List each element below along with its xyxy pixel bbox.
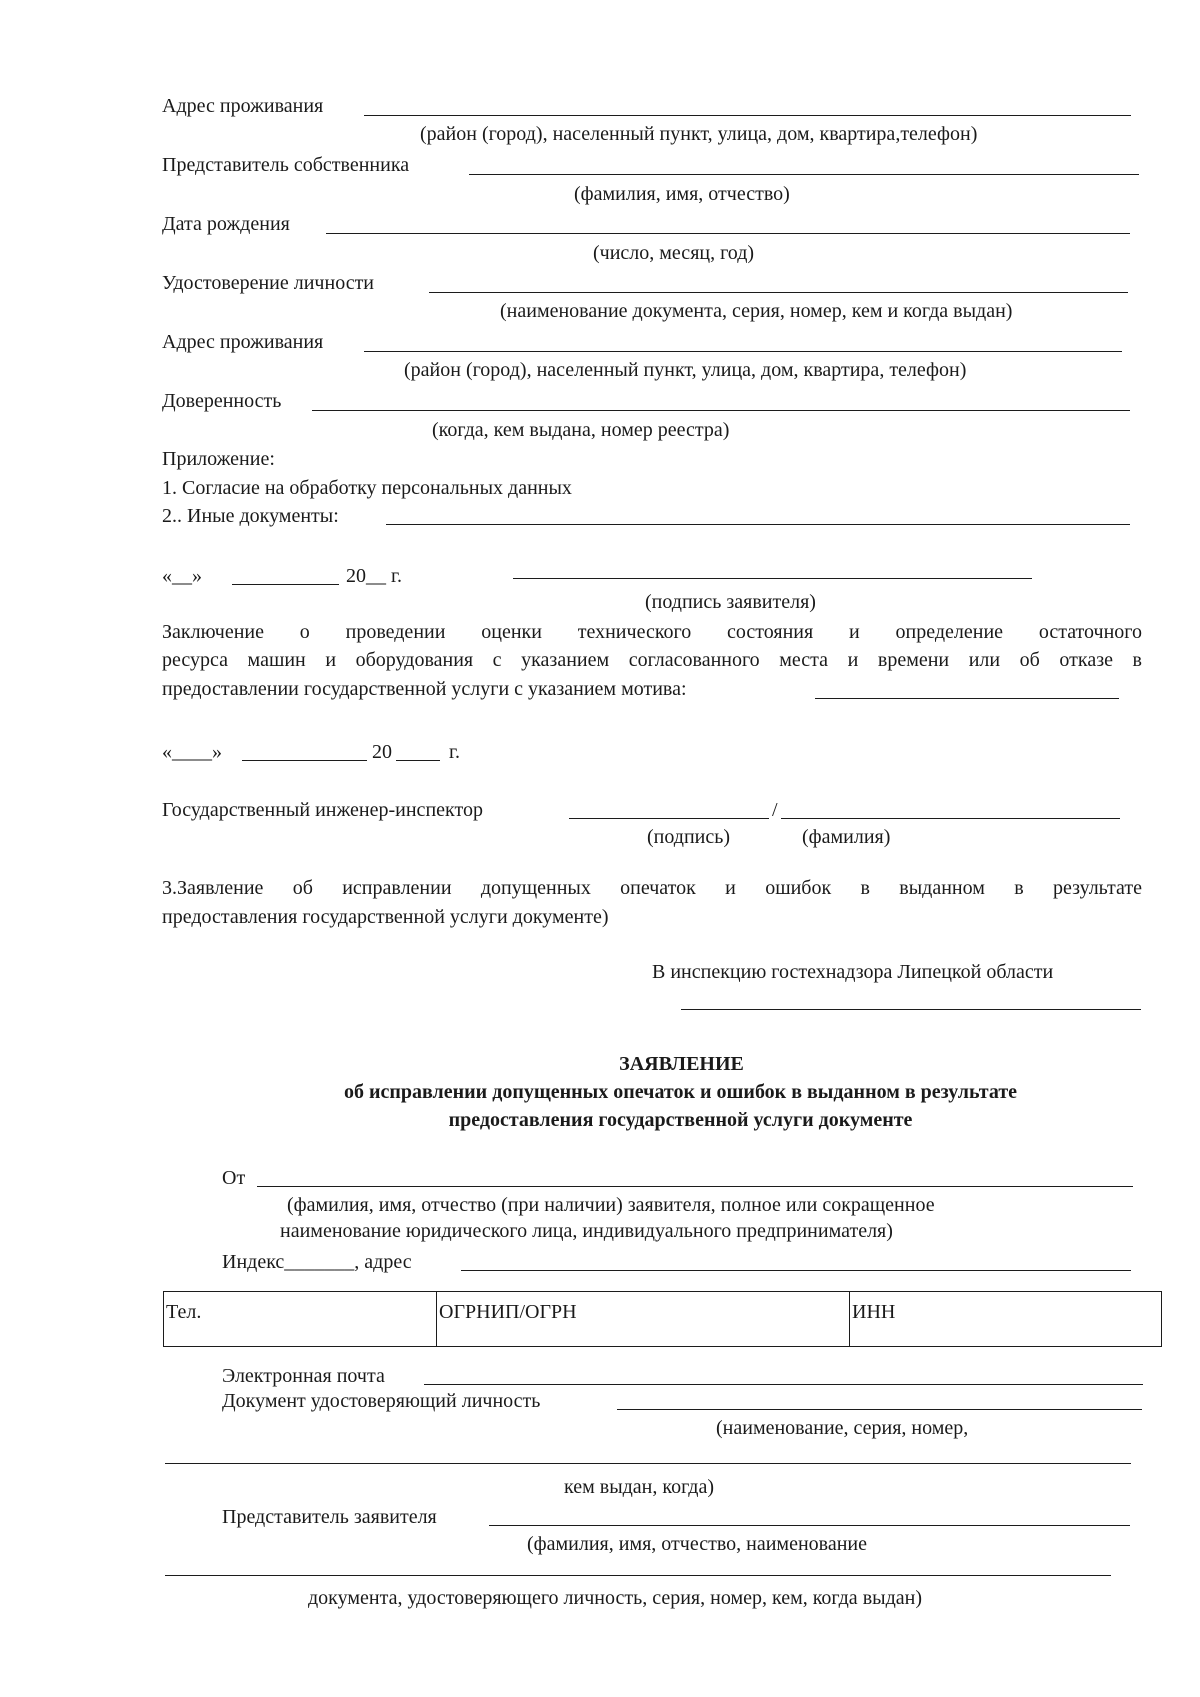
- phone-label: Тел.: [166, 1301, 202, 1323]
- applicant-representative-hint-2: документа, удостоверяющего личность, серия, номер, кем, когда выдан): [308, 1587, 922, 1609]
- address2-field[interactable]: [364, 351, 1122, 352]
- inspector-name-field[interactable]: [781, 818, 1120, 819]
- section3-line-1: 3.Заявление об исправлении допущенных опечаток и ошибок в выданном в результате: [162, 877, 1142, 899]
- from-field[interactable]: [257, 1186, 1133, 1187]
- owner-representative-hint: (фамилия, имя, отчество): [574, 183, 790, 205]
- refusal-reason-field[interactable]: [815, 698, 1119, 699]
- power-of-attorney-label: Доверенность: [162, 390, 282, 412]
- birth-date-label: Дата рождения: [162, 213, 290, 235]
- inn-cell[interactable]: [850, 1292, 1162, 1347]
- attachments-title: Приложение:: [162, 448, 275, 470]
- conclusion-date-year-prefix: 20: [372, 741, 392, 763]
- addressee: В инспекцию гостехнадзора Липецкой области: [652, 961, 1054, 983]
- inspector-signature-hint: (подпись): [647, 826, 731, 848]
- identity-document2-field-line-2[interactable]: [165, 1463, 1131, 1464]
- email-field[interactable]: [424, 1384, 1143, 1385]
- address-field[interactable]: [364, 115, 1131, 116]
- applicant-signature-hint: (подпись заявителя): [645, 591, 816, 613]
- address2-hint: (район (город), населенный пункт, улица, дом, квартира, телефон): [404, 359, 967, 381]
- conclusion-date-year-field[interactable]: [396, 760, 440, 761]
- statement-subtitle-2: предоставления государственной услуги документе: [448, 1109, 913, 1131]
- address-hint: (район (город), населенный пункт, улица, дом, квартира,телефон): [420, 123, 978, 145]
- identity-document-hint: (наименование документа, серия, номер, кем и когда выдан): [500, 300, 1013, 322]
- from-hint-2: наименование юридического лица, индивидуального предпринимателя): [280, 1220, 893, 1242]
- owner-representative-label: Представитель собственника: [162, 154, 410, 176]
- date-day: «__»: [162, 565, 202, 587]
- ogrn-label: ОГРНИП/ОГРН: [439, 1301, 577, 1323]
- conclusion-date-day: «____»: [162, 741, 222, 763]
- statement-subtitle-1: об исправлении допущенных опечаток и ошибок в выданном в результате: [343, 1081, 1018, 1103]
- power-of-attorney-field[interactable]: [312, 410, 1130, 411]
- inspector-signature-field[interactable]: [569, 818, 769, 819]
- applicant-representative-label: Представитель заявителя: [222, 1506, 437, 1528]
- from-label: От: [222, 1167, 246, 1189]
- index-address-label: Индекс_______, адрес: [222, 1251, 412, 1273]
- applicant-signature-field[interactable]: [513, 578, 1032, 579]
- phone-cell[interactable]: [164, 1292, 437, 1347]
- birth-date-hint: (число, месяц, год): [593, 242, 755, 264]
- index-address-field[interactable]: [461, 1270, 1131, 1271]
- inspector-label: Государственный инженер-инспектор: [162, 799, 483, 821]
- other-documents-field[interactable]: [386, 524, 1130, 525]
- from-hint-1: (фамилия, имя, отчество (при наличии) заявителя, полное или сокращенное: [287, 1194, 935, 1216]
- conclusion-date-year-suffix: г.: [449, 741, 460, 763]
- applicant-representative-field[interactable]: [489, 1525, 1130, 1526]
- address2-label: Адрес проживания: [162, 331, 324, 353]
- date-month-field[interactable]: [232, 584, 339, 585]
- identity-document2-hint-2: кем выдан, когда): [564, 1476, 715, 1498]
- birth-date-field[interactable]: [326, 233, 1130, 234]
- power-of-attorney-hint: (когда, кем выдана, номер реестра): [432, 419, 730, 441]
- attachment-item-consent: 1. Согласие на обработку персональных данных: [162, 477, 572, 499]
- identity-document-field[interactable]: [429, 292, 1128, 293]
- date-year: 20__ г.: [346, 565, 402, 587]
- conclusion-line-2: ресурса машин и оборудования с указанием согласованного места и времени или об отказе в: [162, 649, 1142, 671]
- inn-label: ИНН: [852, 1301, 896, 1323]
- inspector-name-hint: (фамилия): [802, 826, 891, 848]
- attachment-item-other: 2.. Иные документы:: [162, 505, 339, 527]
- email-label: Электронная почта: [222, 1365, 385, 1387]
- identity-document2-hint-1: (наименование, серия, номер,: [716, 1417, 969, 1439]
- identity-document2-field[interactable]: [617, 1409, 1142, 1410]
- section3-line-2: предоставления государственной услуги документе): [162, 906, 609, 928]
- address-label: Адрес проживания: [162, 95, 324, 117]
- statement-title: ЗАЯВЛЕНИЕ: [619, 1053, 744, 1075]
- conclusion-date-month-field[interactable]: [242, 760, 367, 761]
- identity-document-label: Удостоверение личности: [162, 272, 375, 294]
- ogrn-cell[interactable]: [437, 1292, 850, 1347]
- owner-representative-field[interactable]: [469, 174, 1139, 175]
- identity-document2-label: Документ удостоверяющий личность: [222, 1390, 541, 1412]
- applicant-representative-field-line-2[interactable]: [165, 1575, 1111, 1576]
- slash-separator: /: [772, 799, 778, 821]
- conclusion-line-3: предоставлении государственной услуги с указанием мотива:: [162, 678, 687, 700]
- applicant-representative-hint-1: (фамилия, имя, отчество, наименование: [527, 1533, 867, 1555]
- contacts-table: [163, 1291, 1162, 1347]
- table-row: [164, 1292, 1162, 1347]
- addressee-field[interactable]: [681, 1009, 1141, 1010]
- conclusion-line-1: Заключение о проведении оценки технического состояния и определение остаточного: [162, 621, 1142, 643]
